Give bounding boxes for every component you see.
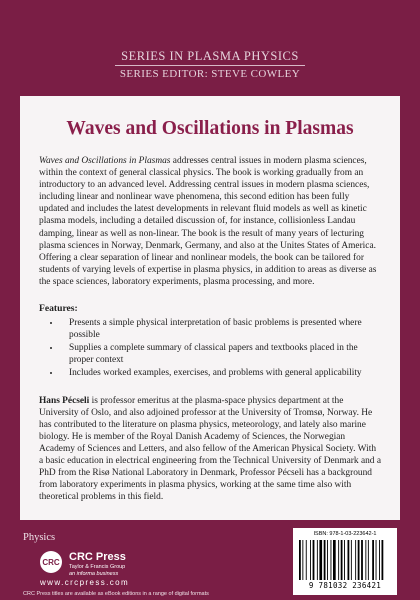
features-list [39, 317, 381, 379]
publisher-name: CRC Press [69, 551, 126, 563]
publisher-website[interactable]: www.crcpress.com [40, 578, 130, 587]
description-text: addresses central issues in modern plasma sciences, within the context of general classical physics. The book is working gradually from an introductory to an advanced level. Addressing central issues in modern plasma sciences, including linear and nonlinear wave phenomena, this second edition has been fully updated and includes the latest developments in relevant fluid models as well as kinetic plasma models, including a detailed discussion of, for instance, collisionless Landau damping, linear as well as non-linear. The book is the result of many years of lecturing plasma sciences in Norway, Denmark, Germany, and also at the Unites States of America. [39, 156, 376, 251]
text-panel [20, 96, 400, 520]
feature-item: • Supplies a complete summary of classical papers and textbooks placed in the proper context [61, 342, 381, 366]
book-title: Waves and Oscillations in Plasmas [66, 118, 354, 139]
publisher-tagline: an informa business [69, 571, 119, 577]
author-bio-text: is professor emeritus at the plasma-space physics department at the University of Oslo, and also adjoined professor at the University of Tromsø, Norway. He has contributed to the literature on plasma physics, meteorology, and lately also marine biology. He is member of the Royal Danish Academy of Sciences, the Norwegian Academy of Sciences and Letters, and also fellow of the American Physical Society. With a basic education in electrical engineering from the Technical University of Denmark and a PhD from the Risø National Laboratory in Denmark, Professor Pécseli has a background from laboratory experiments in plasma physics, working at the same time also with theoretical problems in this field. [39, 395, 381, 503]
barcode-bars-icon [299, 540, 391, 580]
description-paragraph [39, 155, 381, 252]
description-paragraph-2: Offering a clear separation of linear and nonlinear models, the book can be tailored for students of varying levels of expertise in plasma physics, in addition to areas as diverse as the space sciences, laboratory experiments, plasma processing, and more. [39, 252, 377, 287]
series-name: SERIES IN PLASMA PHYSICS [121, 49, 299, 63]
barcode-number: 9 781032 236421 [308, 581, 382, 590]
header-divider [115, 65, 305, 66]
crc-logo-icon: CRC [40, 551, 62, 573]
feature-item: • Presents a simple physical interpretation of basic problems is presented where possible [61, 317, 381, 341]
series-header [0, 0, 420, 84]
ebook-note: CRC Press titles are available as eBook editions in a range of digital formats [23, 591, 209, 597]
author-name: Hans Pécseli [39, 395, 90, 406]
footer [0, 520, 420, 600]
description-title-italic: Waves and Oscillations in Plasmas [39, 156, 171, 166]
barcode [293, 528, 397, 595]
subject-category: Physics [23, 532, 56, 543]
features-heading: Features: [39, 303, 78, 315]
author-bio [39, 395, 381, 504]
series-editor: SERIES EDITOR: STEVE COWLEY [119, 68, 301, 80]
isbn-text: ISBN: 978-1-03-223642-1 [313, 531, 377, 537]
feature-item: • Includes worked examples, exercises, and problems with general applicability [61, 367, 381, 379]
publisher-group: Taylor & Francis Group [69, 564, 126, 570]
